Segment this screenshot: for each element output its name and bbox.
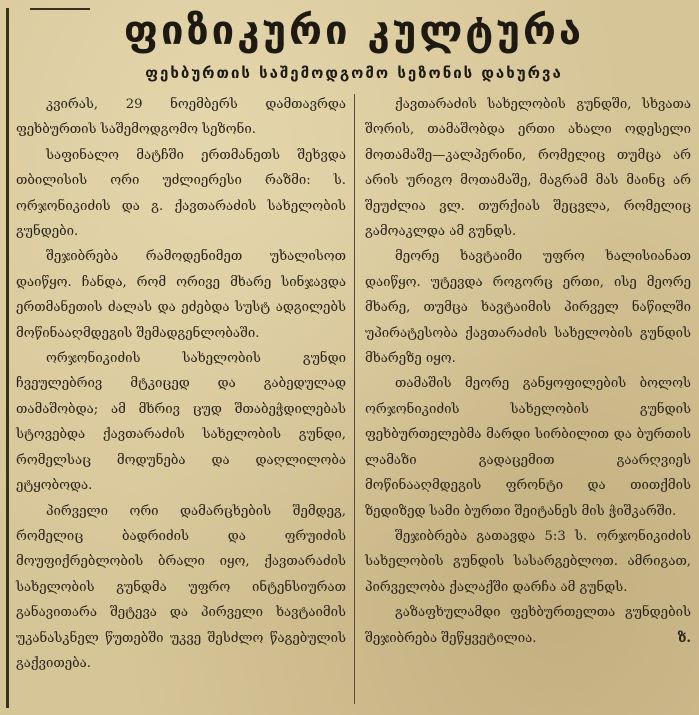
left-paragraph-4: ორჯონიკიძის სახელობის გუნდი ჩვეულებრივ მტკიცედ და გაბედულად თამაშობდა; ამ მხრივ ცუდ შთაბეჭდილებას სტოვებდა ქავთარაძის სახელობის გუნდი, რომელსაც მოდუნება და დაღლილობა ეტყობოდა. xyxy=(16,351,346,494)
left-text-column xyxy=(16,92,346,704)
right-paragraph-2: მეორე ხავტაიმი უფრო ხალისიანათ დაიწყო. უტევდა როგორც ერთი, ისე მეორე მხარე, თუმცა ხავტაიმის პირველ ნაწილში უპირატესობა ქავთარაძის სახელობის გუნდის მხარეზე იყო. xyxy=(365,249,691,367)
article-subheadline: ფეხბურთის საშემოდგომო სეზონის დახურვა xyxy=(145,64,563,82)
right-paragraph-3: თამაშის მეორე განყოფილების ბოლოს ორჯონიკიძის სახელობის გუნდის ფეხბურთელებმა მარდი სირბილით და ბურთის ლამაზი გადაცემით გაარღვიეს მოწინააღმდეგის ფრონტი და თითქმის ზედიზედ სამი ბურთი შეიტანეს მის ჭიშკარში. xyxy=(365,376,691,519)
column-divider xyxy=(354,94,355,704)
left-paragraph-3: შეჯიბრება რამოდენიმეთ უხალისოთ დაიწყო. ჩანდა, რომ ორივე მხარე სინჯავდა ერთმანეთის ძალას და ეძებდა სუსტ ადგილებს მოწინააღმდეგის შემადგენლობაში. xyxy=(16,249,346,341)
right-text-column xyxy=(365,92,691,704)
left-border-rule xyxy=(6,8,9,708)
author-signature: ზ. xyxy=(677,630,691,646)
left-paragraph-2: საფინალო მატჩში ერთმანეთს შეხვდა თბილისის ორი უძლიერესი რაზმი: ს. ორჯონიკიძის და გ. ქავთარაძის სახელობის გუნდები. xyxy=(16,147,346,240)
left-paragraph-5: პირველი ორი დამარცხების შემდეგ, რომელიც ბადრიძის და ფრუიძის მოუფიქრებლობის ბრალი იყო, ქავთარაძის სახელობის გუნდმა უფრო ინტენსიურათ განავითარა შეტევა და პირველი ხავტაიმის უკანასკნელ წუთებში უკვე შესძლო წაგებულის გაქვითება. xyxy=(16,503,346,671)
right-paragraph-1: ქავთარაძის სახელობის გუნდში, სხვათა შორის, თამაშობდა ერთი ახალი ოდესელი მოთამაშე—კალპერინი, რომელიც თუმცა არ არის ურიგო მოთამაშე, მაგრამ მას მაინც არ შეუძლია ვლ. თურქიას შეცვლა, რომელიც გამოაკლდა ამ გუნდს. xyxy=(365,97,691,240)
left-paragraph-1: კვირას, 29 ნოემბერს დამთავრდა ფეხბურთის საშემოდგომო სეზონი. xyxy=(16,97,346,138)
right-paragraph-5-text: გაზაფხულამდი ფეხბურთელთა გუნდების შეჯიბრება შეწყვეტილია. xyxy=(365,605,691,646)
right-paragraph-4: შეჯიბრება გათავდა 5:3 ს. ორჯონიკიძის სახელობის გუნდის სასარგებლოთ. ამრიგათ, პირველობა ქალაქში დარჩა ამ გუნდს. xyxy=(365,528,691,595)
right-paragraph-5 xyxy=(365,600,691,651)
article-headline: ფიზიკური კულტურა xyxy=(123,8,585,54)
